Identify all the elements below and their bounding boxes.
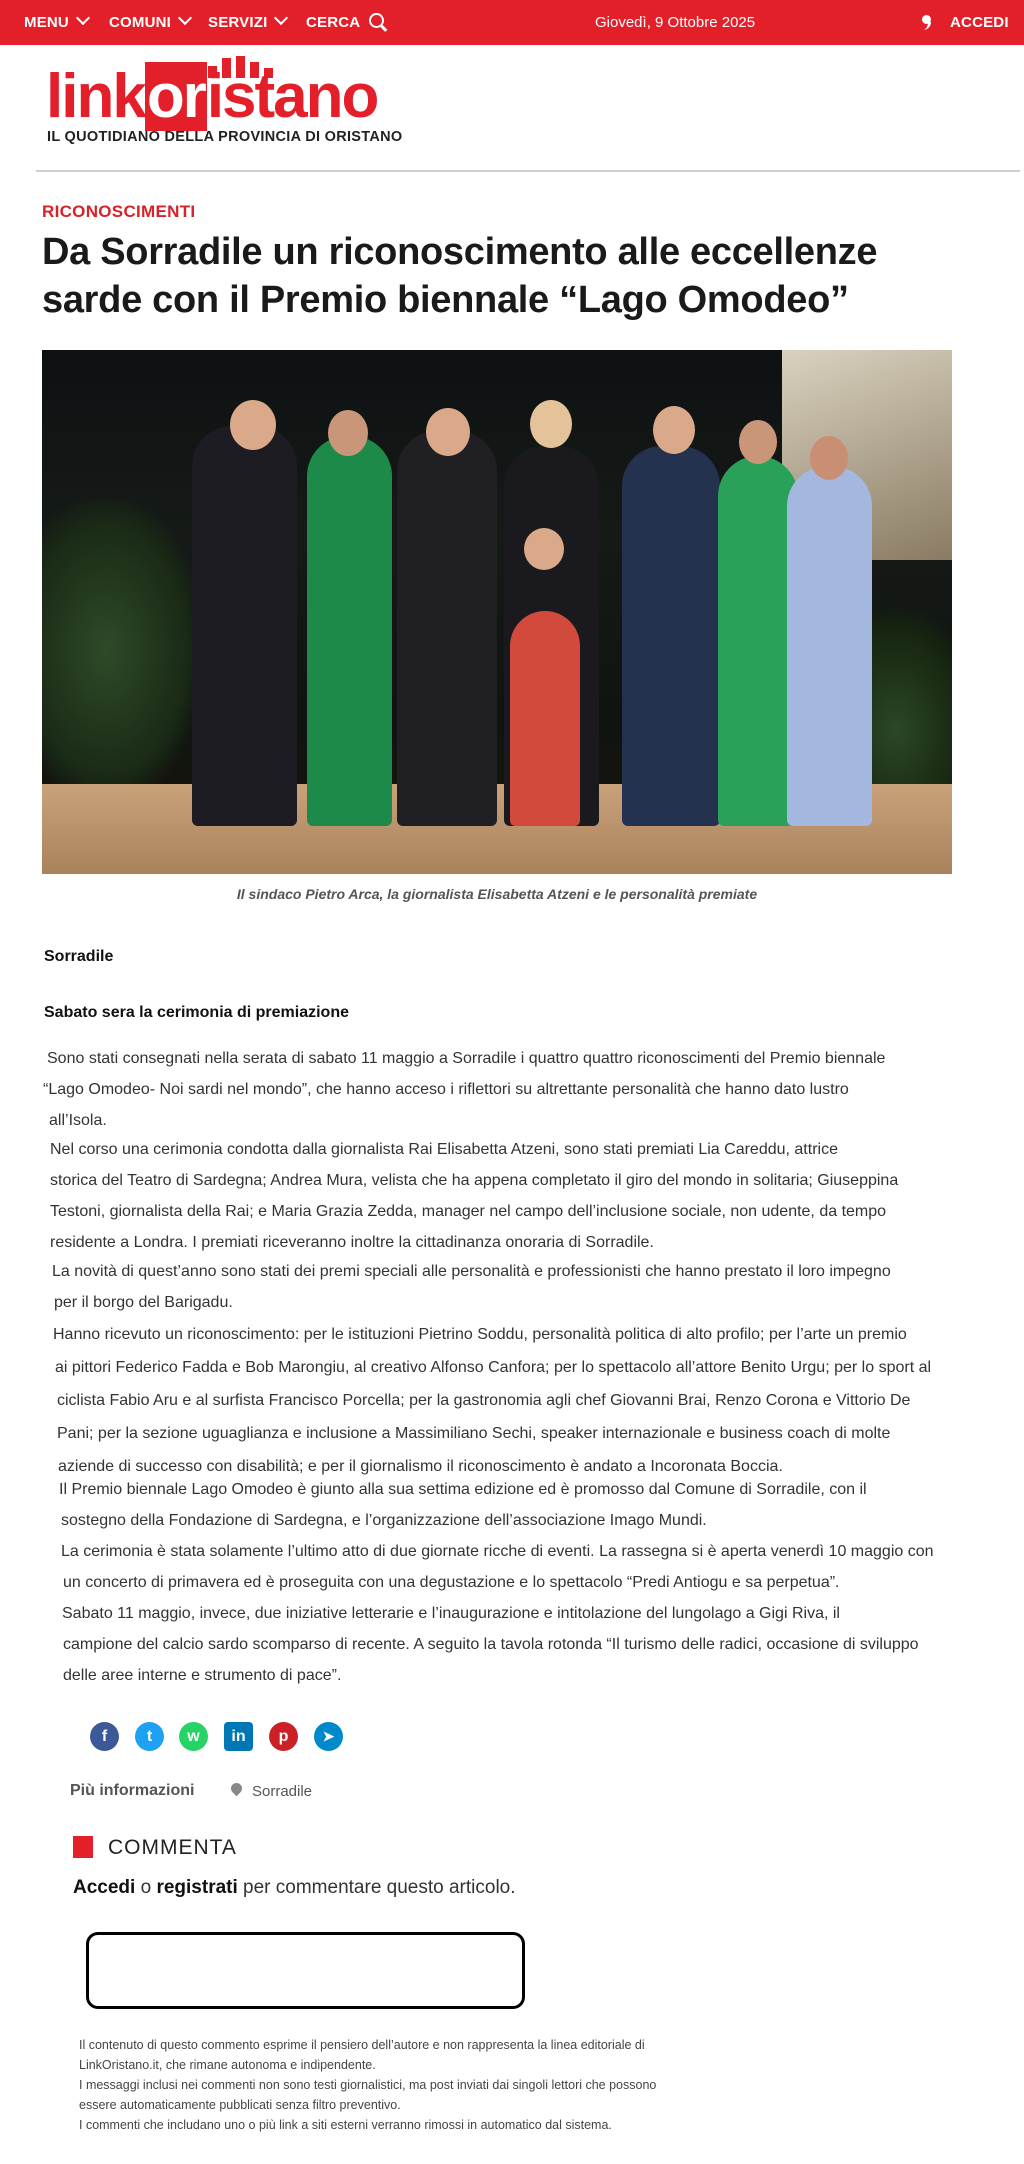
- user-icon[interactable]: [921, 15, 931, 29]
- article-location: Sorradile: [44, 948, 114, 965]
- comment-or-text: o: [140, 1877, 152, 1898]
- menu-label: MENU: [24, 14, 69, 31]
- paragraph: Nel corso una cerimonia condotta dalla giornalista Rai Elisabetta Atzeni, sono stati premiati Lia Careddu, attrice storica del Teatro di Sardegna; Andrea Mura, velista che ha appena completato il giro del mondo in solitaria; Giuseppina Testoni, giornalista della Rai; e Maria Grazia Zedda, manager nel campo dell’inclusione sociale, non udente, da tempo residente a Londra. I premiati riceveranno inoltre la cittadinanza onoraria di Sorradile.: [50, 1141, 899, 1251]
- share-twitter-button[interactable]: [135, 1722, 164, 1751]
- menu-dropdown[interactable]: [24, 0, 88, 45]
- share-pinterest-button[interactable]: [269, 1722, 298, 1751]
- comment-prompt-suffix: per commentare questo articolo.: [243, 1877, 516, 1898]
- share-linkedin-button[interactable]: [224, 1722, 253, 1751]
- comuni-label: COMUNI: [109, 14, 172, 31]
- search-button[interactable]: [306, 0, 384, 45]
- chevron-down-icon: [76, 11, 90, 25]
- paragraph: La cerimonia è stata solamente l’ultimo atto di due giornate ricche di eventi. La rassegna si è aperta venerdì 10 maggio con un concerto di primavera ed è proseguita con una degustazione e lo spettacolo “Predi Antiogu e sa perpetua”.: [61, 1543, 934, 1591]
- site-tagline: IL QUOTIDIANO DELLA PROVINCIA DI ORISTANO: [47, 129, 403, 145]
- article-headline: Da Sorradile un riconoscimento alle eccellenze sarde con il Premio biennale “Lago Omodeo”: [42, 231, 878, 321]
- comment-disclaimer-line: I messaggi inclusi nei commenti non sono testi giornalistici, ma post inviati dai singoli lettori che possono: [79, 2078, 657, 2092]
- share-whatsapp-button[interactable]: [179, 1722, 208, 1751]
- chevron-down-icon: [274, 11, 288, 25]
- login-link[interactable]: ACCEDI: [950, 14, 1009, 31]
- facebook-icon: f: [101, 1728, 108, 1745]
- servizi-label: SERVIZI: [208, 14, 268, 31]
- comment-section-marker: [73, 1836, 93, 1858]
- search-label: CERCA: [306, 14, 361, 31]
- comment-disclaimer-line: LinkOristano.it, che rimane autonoma e indipendente.: [79, 2058, 376, 2072]
- comment-disclaimer-line: Il contenuto di questo commento esprime il pensiero dell’autore e non rappresenta la linea editoriale di: [79, 2038, 645, 2052]
- share-telegram-button[interactable]: [314, 1722, 343, 1751]
- more-info-label: Più informazioni: [70, 1782, 195, 1799]
- current-date: Giovedì, 9 Ottobre 2025: [595, 14, 756, 31]
- top-navigation-bar: [0, 0, 1024, 45]
- pinterest-icon: p: [278, 1728, 289, 1745]
- comment-disclaimer-line: essere automaticamente pubblicati senza filtro preventivo.: [79, 2098, 401, 2112]
- article-photo: [42, 350, 952, 874]
- location-tag-link[interactable]: Sorradile: [252, 1783, 313, 1800]
- article-subhead: Sabato sera la cerimonia di premiazione: [44, 1004, 349, 1021]
- comment-input-box[interactable]: [86, 1932, 525, 2009]
- paragraph: Sabato 11 maggio, invece, due iniziative letterarie e l’inaugurazione e intitolazione del lungolago a Gigi Riva, il campione del calcio sardo scomparso di recente. A seguito la tavola rotonda “Il turismo delle radici, occasione di sviluppo delle aree interne e strumento di pace”.: [62, 1605, 919, 1684]
- chevron-down-icon: [178, 11, 192, 25]
- share-facebook-button[interactable]: [90, 1722, 119, 1751]
- comment-login-link[interactable]: Accedi: [73, 1877, 136, 1898]
- linkedin-icon: in: [231, 1728, 246, 1745]
- photo-caption: Il sindaco Pietro Arca, la giornalista Elisabetta Atzeni e le personalità premiate: [236, 886, 758, 902]
- telegram-icon: ➤: [322, 1728, 335, 1744]
- search-icon: [369, 13, 384, 28]
- paragraph: Sono stati consegnati nella serata di sabato 11 maggio a Sorradile i quattro quattro riconoscimenti del Premio biennale “Lago Omodeo- Noi sardi nel mondo”, che hanno acceso i riflettori su altrettante personalità che hanno dato lustro all’Isola.: [43, 1050, 886, 1129]
- comuni-dropdown[interactable]: [109, 0, 190, 45]
- map-pin-icon: [229, 1781, 245, 1797]
- paragraph: Il Premio biennale Lago Omodeo è giunto alla sua settima edizione ed è promosso dal Comune di Sorradile, con il sostegno della Fondazione di Sardegna, e l’organizzazione dell’associazione Imago Mundi.: [59, 1481, 867, 1529]
- twitter-icon: t: [146, 1728, 153, 1745]
- paragraph: La novità di quest’anno sono stati dei premi speciali alle personalità e professionisti che hanno prestato il loro impegno per il borgo del Barigadu.: [52, 1263, 891, 1311]
- header-divider: [36, 170, 1020, 172]
- comment-register-link[interactable]: registrati: [156, 1877, 238, 1898]
- comment-disclaimer-line: I commenti che includano uno o più link a siti esterni verranno rimossi in automatico dal sistema.: [79, 2118, 612, 2132]
- whatsapp-icon: w: [187, 1728, 200, 1745]
- servizi-dropdown[interactable]: [208, 0, 286, 45]
- paragraph: Hanno ricevuto un riconoscimento: per le istituzioni Pietrino Soddu, personalità politica di alto profilo; per l’arte un premio ai pittori Federico Fadda e Bob Marongiu, al creativo Alfonso Canfora; per lo spettacolo all’attore Benito Urgu; per lo sport al ciclista Fabio Aru e al surfista Francisco Porcella; per la gastronomia agli chef Giovanni Brai, Renzo Corona e Vittorio De Pani; per la sezione uguaglianza e inclusione a Massimiliano Sechi, speaker internazionale e business coach di molte aziende di successo con disabilità; e per il giornalismo il riconoscimento è andato a Incoronata Boccia.: [53, 1326, 932, 1475]
- logo-wordmark: linkoristano: [46, 62, 378, 131]
- comment-section-title: COMMENTA: [108, 1836, 237, 1859]
- article-category[interactable]: RICONOSCIMENTI: [42, 202, 196, 221]
- comment-login-prompt: [73, 1877, 516, 1899]
